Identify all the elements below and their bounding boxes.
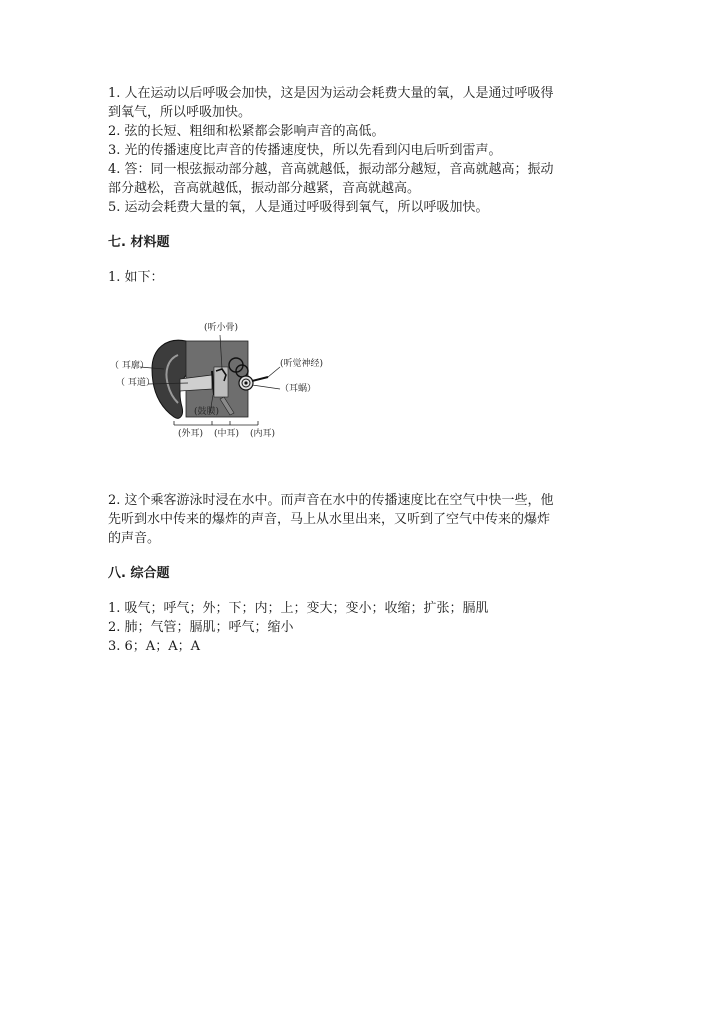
label-ossicles: (听小骨): [204, 323, 239, 333]
answer-line: 部分越松，音高就越低，振动部分越紧，音高就越高。: [108, 181, 421, 196]
ear-diagram: [108, 311, 368, 451]
answer-line: 5. 运动会耗费大量的氧，人是通过呼吸得到氧气，所以呼吸加快。: [108, 200, 489, 215]
answer-line: 1. 人在运动以后呼吸会加快，这是因为运动会耗费大量的氧，人是通过呼吸得: [108, 86, 554, 101]
section-8-answer-line: 1. 吸气；呼气；外；下；内；上；变大；变小；收缩；扩张；膈肌: [108, 601, 489, 616]
section-7-question-2-line: 先听到水中传来的爆炸的声音，马上从水里出来，又听到了空气中传来的爆炸: [108, 512, 551, 527]
answer-line: 到氧气，所以呼吸加快。: [108, 105, 252, 120]
answer-line: 2. 弦的长短、粗细和松紧都会影响声音的高低。: [108, 124, 385, 139]
section-7-question-2-line: 的声音。: [108, 531, 161, 546]
label-cochlea: （耳蜗）: [280, 384, 317, 394]
section-7-question-2-line: 2. 这个乘客游泳时浸在水中。而声音在水中的传播速度比在空气中快一些，他: [108, 493, 554, 508]
label-eardrum: (鼓膜): [194, 407, 220, 417]
label-outer-ear: (外耳): [178, 429, 204, 439]
label-auricle: （ 耳廓）: [110, 361, 149, 371]
label-middle-ear: (中耳): [214, 429, 240, 439]
section-8-answer-line: 3. 6；A；A；A: [108, 639, 200, 654]
answer-line: 4. 答：同一根弦振动部分越，音高就越低，振动部分越短，音高就越高；振动: [108, 162, 554, 177]
section-8-heading: 八. 综合题: [108, 566, 170, 581]
label-inner-ear: (内耳): [250, 429, 276, 439]
section-8-answer-line: 2. 肺；气管；膈肌；呼气；缩小: [108, 620, 294, 635]
answer-line: 3. 光的传播速度比声音的传播速度快，所以先看到闪电后听到雷声。: [108, 143, 502, 158]
label-ear-canal: （ 耳道）: [116, 378, 155, 388]
label-auditory-nerve: (听觉神经): [280, 359, 324, 369]
answer-page: [108, 84, 608, 656]
section-7-heading: 七. 材料题: [108, 235, 170, 250]
section-7-question-1: 1. 如下：: [108, 270, 164, 285]
